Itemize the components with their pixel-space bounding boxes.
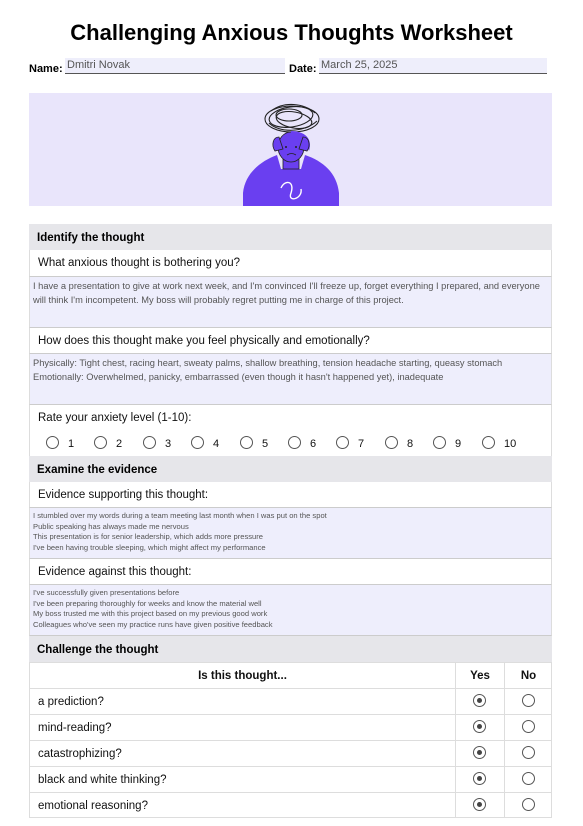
no-radio[interactable]: [522, 772, 535, 785]
no-radio[interactable]: [522, 746, 535, 759]
anxiety-rating-scale: 1 2 3 4 5 6 7 8 9 10: [29, 430, 552, 456]
date-row: [289, 58, 552, 76]
row-label: emotional reasoning?: [30, 793, 456, 818]
challenge-table-header: [29, 662, 552, 688]
no-radio[interactable]: [522, 694, 535, 707]
section-examine-heading: Examine the evidence: [29, 456, 552, 482]
answer-anxious-thought-text: I have a presentation to give at work next week, and I'm convinced I'll freeze up, forget everything I prepared, and everyone will think I'm incompetent. My boss will probably regret putting me in charge of this project.: [33, 281, 540, 305]
row-label: catastrophizing?: [30, 741, 456, 766]
yes-radio[interactable]: [473, 746, 486, 759]
evidence-against-line: Colleagues who've seen my practice runs have given positive feedback: [33, 620, 273, 630]
radio-circle-icon[interactable]: [143, 436, 156, 449]
radio-circle-icon[interactable]: [433, 436, 446, 449]
name-label: Name:: [29, 63, 63, 75]
evidence-supporting-line: Public speaking has always made me nervous: [33, 521, 189, 531]
answer-feelings-physical: Physically: Tight chest, racing heart, sweaty palms, shallow breathing, tension headache starting, queasy stomach: [33, 358, 503, 368]
evidence-supporting-line: This presentation is for senior leadership, which adds more pressure: [33, 532, 264, 542]
evidence-supporting-line: I've been having trouble sleeping, which might affect my performance: [33, 543, 266, 553]
yes-cell: [456, 689, 505, 714]
answer-feelings-emotional: Emotionally: Overwhelmed, panicky, embarrassed (even though it hasn't happened yet), inadequate: [33, 371, 444, 382]
answer-evidence-supporting[interactable]: [29, 507, 552, 559]
col-header-no: No: [520, 670, 537, 682]
radio-circle-icon[interactable]: [191, 436, 204, 449]
anxious-person-icon: [29, 93, 552, 206]
yes-cell: [456, 767, 505, 792]
evidence-supporting-line: I stumbled over my words during a team meeting last month when I was put on the spot: [33, 511, 327, 520]
radio-circle-icon[interactable]: [240, 436, 253, 449]
row-label: mind-reading?: [30, 715, 456, 740]
question-anxiety-rating: Rate your anxiety level (1-10):: [29, 405, 552, 431]
no-cell: [505, 793, 552, 818]
anxious-person-illustration: [29, 93, 552, 206]
table-row: [29, 688, 552, 714]
yes-radio[interactable]: [473, 798, 486, 811]
yes-radio[interactable]: [473, 694, 486, 707]
question-anxious-thought: What anxious thought is bothering you?: [29, 250, 552, 276]
name-field[interactable]: Dmitri Novak: [65, 58, 285, 74]
col-header-question: Is this thought...: [30, 663, 456, 688]
no-radio[interactable]: [522, 798, 535, 811]
row-label: black and white thinking?: [30, 767, 456, 792]
evidence-against-line: I've successfully given presentations before: [33, 588, 180, 597]
no-cell: [505, 767, 552, 792]
radio-circle-icon[interactable]: [336, 436, 349, 449]
evidence-against-line: I've been preparing thoroughly for weeks and know the material well: [33, 598, 262, 608]
evidence-against-line: My boss trusted me with this project based on my previous good work: [33, 609, 268, 619]
table-row: [29, 766, 552, 792]
date-field[interactable]: March 25, 2025: [319, 58, 547, 74]
yes-cell: [456, 793, 505, 818]
radio-circle-icon[interactable]: [46, 436, 59, 449]
name-row: [29, 58, 289, 76]
section-identify-heading: Identify the thought: [29, 224, 552, 250]
no-cell: [505, 741, 552, 766]
radio-circle-icon[interactable]: [288, 436, 301, 449]
answer-anxious-thought[interactable]: [29, 276, 552, 328]
answer-evidence-against[interactable]: [29, 584, 552, 636]
section-challenge-heading: Challenge the thought: [29, 636, 552, 662]
question-evidence-against: Evidence against this thought:: [29, 559, 552, 585]
table-row: [29, 792, 552, 818]
radio-circle-icon[interactable]: [94, 436, 107, 449]
no-cell: [505, 689, 552, 714]
col-header-yes: Yes: [456, 663, 505, 688]
table-row: [29, 714, 552, 740]
yes-cell: [456, 741, 505, 766]
radio-circle-icon[interactable]: [385, 436, 398, 449]
yes-radio[interactable]: [473, 720, 486, 733]
row-label: a prediction?: [30, 689, 456, 714]
question-feelings: How does this thought make you feel physically and emotionally?: [29, 328, 552, 354]
answer-feelings[interactable]: [29, 353, 552, 405]
no-cell: [505, 715, 552, 740]
date-label: Date:: [289, 63, 317, 75]
table-row: [29, 740, 552, 766]
yes-radio[interactable]: [473, 772, 486, 785]
question-evidence-supporting: Evidence supporting this thought:: [29, 482, 552, 508]
yes-cell: [456, 715, 505, 740]
radio-circle-icon[interactable]: [482, 436, 495, 449]
worksheet-title: Challenging Anxious Thoughts Worksheet: [70, 20, 513, 45]
no-radio[interactable]: [522, 720, 535, 733]
